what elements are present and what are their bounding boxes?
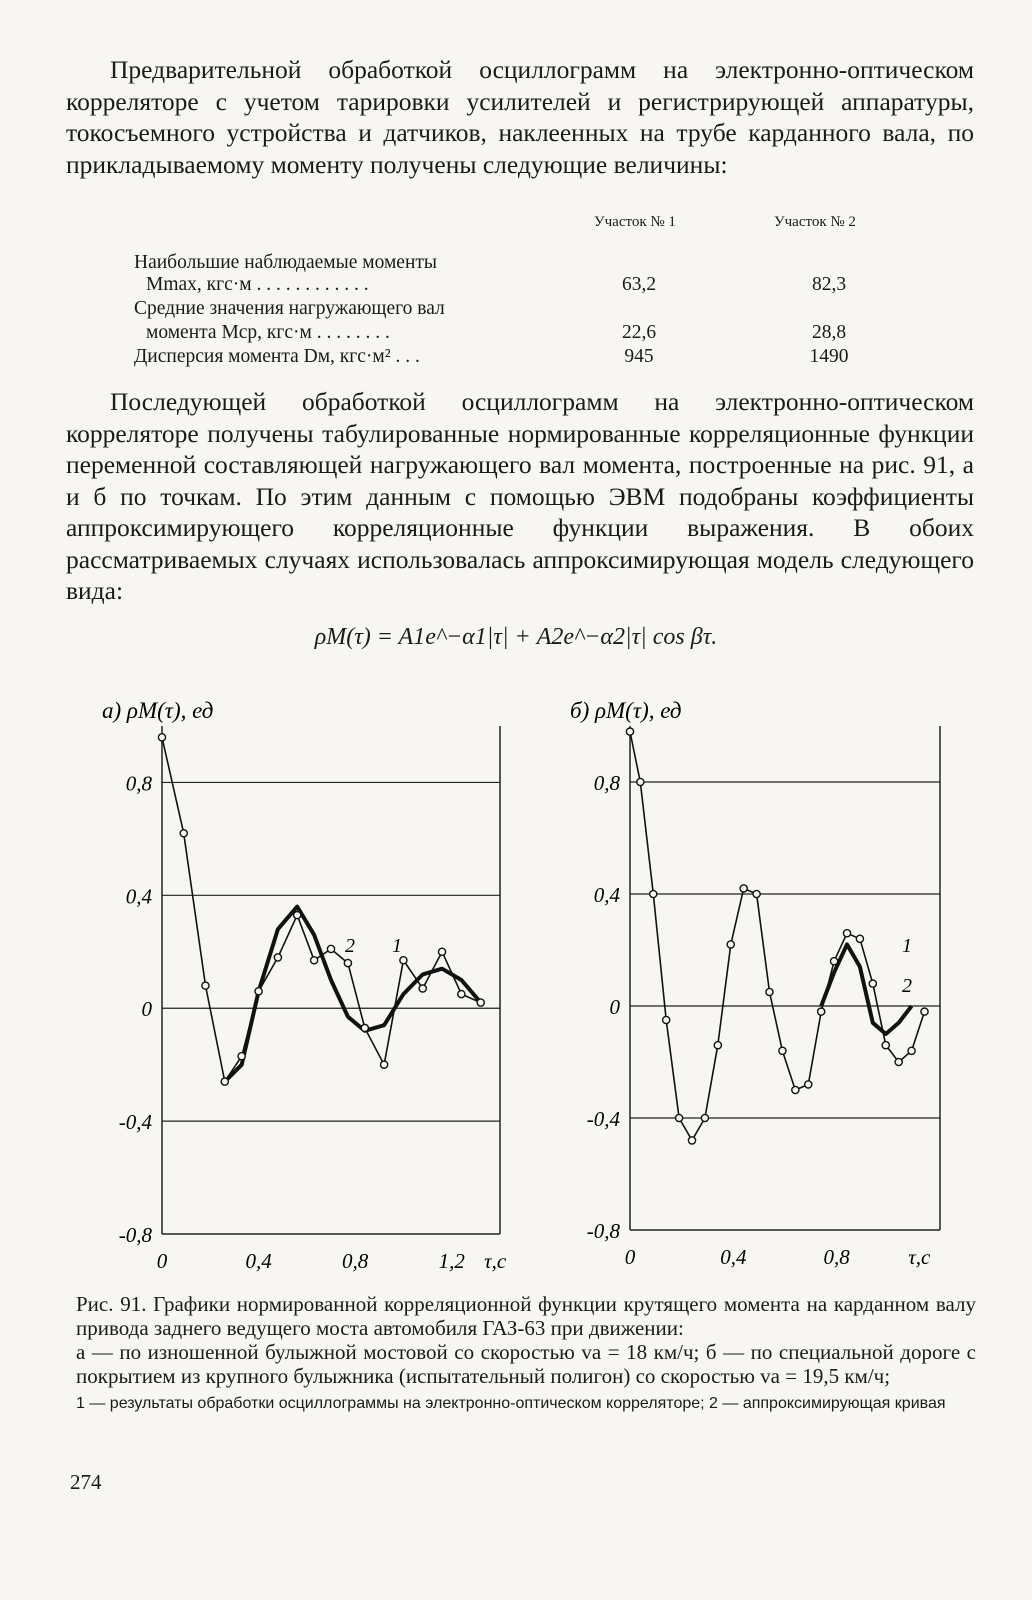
data-point — [400, 957, 407, 964]
row-label: Наибольшие наблюдаемые моменты — [134, 252, 438, 273]
data-point — [158, 734, 165, 741]
data-point — [779, 1047, 786, 1054]
data-point — [381, 1061, 388, 1068]
y-tick-label: -0,4 — [118, 1110, 152, 1135]
data-point — [663, 1016, 670, 1023]
paragraph-2-text: Последующей обработкой осциллограмм на электронно-оптическом корреляторе получены табулированные нормированные корреляционные функции переменной составляющей нагружающего вал момента, построенные на рис. 91, а и б по точкам. По этим данным с помощью ЭВМ подобраны коэффициенты аппроксимирующего корреляционные функции выражения. В обоих рассматриваемых случаях использовалась аппроксимирующая модель следующего вида: — [66, 387, 974, 605]
row-value-1: 945 — [624, 346, 654, 367]
page-number: 274 — [70, 1470, 102, 1494]
chart-a — [102, 698, 507, 1273]
caption-legend: а — по изношенной булыжной мостовой со скоростью vа = 18 км/ч; б — по специальной дороге с покрытием из крупного булыжника (испытательный полигон) со скоростью vа = 19,5 км/ч; — [76, 1340, 976, 1388]
data-point — [202, 982, 209, 989]
data-point — [294, 911, 301, 918]
paragraph-2 — [66, 386, 974, 607]
row-label: Mmax, кгс·м . . . . . . . . . . . . — [146, 274, 369, 295]
data-point — [626, 728, 633, 735]
row-value-2: 82,3 — [811, 274, 847, 295]
paragraph-1-text: Предварительной обработкой осциллограмм на электронно-оптическом корреляторе с учетом тарировки усилителей и регистрирующей аппаратуры, токосъемного устройства и датчиков, наклеенных на трубе карданного вала, по прикладываемому моменту получены следующие величины: — [66, 55, 974, 179]
row-value-1: 63,2 — [621, 274, 657, 295]
data-point — [818, 1008, 825, 1015]
figure-caption — [76, 1292, 976, 1414]
y-tick-label: 0,8 — [125, 771, 152, 796]
data-point — [650, 890, 657, 897]
curve-label: 2 — [345, 935, 355, 957]
y-tick-label: -0,4 — [586, 1107, 620, 1131]
data-point — [843, 930, 850, 937]
data-point — [637, 778, 644, 785]
figure-91 — [0, 690, 1032, 1290]
paragraph-1 — [66, 54, 974, 180]
series-1-line — [162, 737, 481, 1081]
row-label: Дисперсия момента Dм, кгс·м² . . . — [134, 346, 420, 367]
x-tick-label: 0,4 — [720, 1245, 747, 1269]
curve-label: 1 — [392, 935, 402, 957]
x-tick-label: 1,2 — [438, 1249, 465, 1273]
caption-title: Рис. 91. Графики нормированной корреляционной функции крутящего момента на карданном валу привода заднего ведущего моста автомобиля ГАЗ-63 при движении: — [76, 1292, 976, 1340]
y-tick-label: 0 — [609, 995, 620, 1019]
data-point — [856, 935, 863, 942]
col2-header: Участок № 2 — [774, 214, 856, 230]
data-point — [238, 1053, 245, 1060]
y-tick-label: 0,4 — [125, 884, 152, 909]
formula: ρM(τ) = A1e^−α1|τ| + A2e^−α2|τ| cos βτ. — [314, 624, 718, 650]
y-tick-label: -0,8 — [586, 1219, 620, 1243]
data-point — [740, 885, 747, 892]
chart-b — [570, 698, 940, 1269]
x-tick-label: 0,8 — [823, 1245, 850, 1269]
chart-label: а) ρM(τ), ед — [102, 698, 214, 723]
series-2-line — [225, 907, 481, 1082]
data-point — [830, 958, 837, 965]
y-tick-label: 0,4 — [593, 883, 620, 907]
curve-label: 1 — [902, 935, 912, 957]
x-tick-label: 0,4 — [245, 1249, 272, 1273]
x-tick-label: 0,8 — [342, 1249, 369, 1273]
data-point — [895, 1058, 902, 1065]
curve-label: 2 — [902, 975, 912, 997]
data-point — [180, 830, 187, 837]
data-point — [805, 1081, 812, 1088]
series-1-line — [630, 732, 925, 1141]
y-tick-label: 0,8 — [593, 771, 620, 795]
data-point — [274, 954, 281, 961]
x-tick-label: τ,c — [908, 1245, 931, 1269]
data-point — [882, 1042, 889, 1049]
row-label: Средние значения нагружающего вал — [134, 298, 445, 319]
data-point — [688, 1137, 695, 1144]
data-point — [921, 1008, 928, 1015]
row-value-2: 28,8 — [811, 322, 847, 343]
chart-label: б) ρM(τ), ед — [570, 698, 682, 723]
caption-note: 1 — результаты обработки осциллограммы на электронно-оптическом корреляторе; 2 — аппроксимирующая кривая — [76, 1395, 946, 1412]
x-tick-label: τ,c — [484, 1249, 507, 1273]
data-point — [727, 941, 734, 948]
row-label: момента Mср, кгс·м . . . . . . . . — [146, 322, 390, 343]
data-point — [477, 999, 484, 1006]
y-tick-label: 0 — [141, 997, 152, 1022]
row-value-2: 1490 — [809, 346, 849, 367]
data-point — [675, 1114, 682, 1121]
y-tick-label: -0,8 — [118, 1223, 152, 1247]
x-tick-label: 0 — [624, 1245, 636, 1269]
row-value-1: 22,6 — [621, 322, 657, 343]
data-point — [438, 948, 445, 955]
data-point — [869, 980, 876, 987]
data-point — [255, 988, 262, 995]
data-point — [344, 959, 351, 966]
data-point — [361, 1024, 368, 1031]
data-point — [753, 890, 760, 897]
data-point — [908, 1047, 915, 1054]
data-point — [701, 1114, 708, 1121]
data-point — [792, 1086, 799, 1093]
col1-header: Участок № 1 — [594, 214, 676, 230]
data-point — [714, 1042, 721, 1049]
data-point — [419, 985, 426, 992]
x-tick-label: 0 — [156, 1249, 168, 1273]
data-point — [311, 957, 318, 964]
data-point — [327, 945, 334, 952]
data-point — [221, 1078, 228, 1085]
data-point — [766, 988, 773, 995]
data-point — [458, 991, 465, 998]
